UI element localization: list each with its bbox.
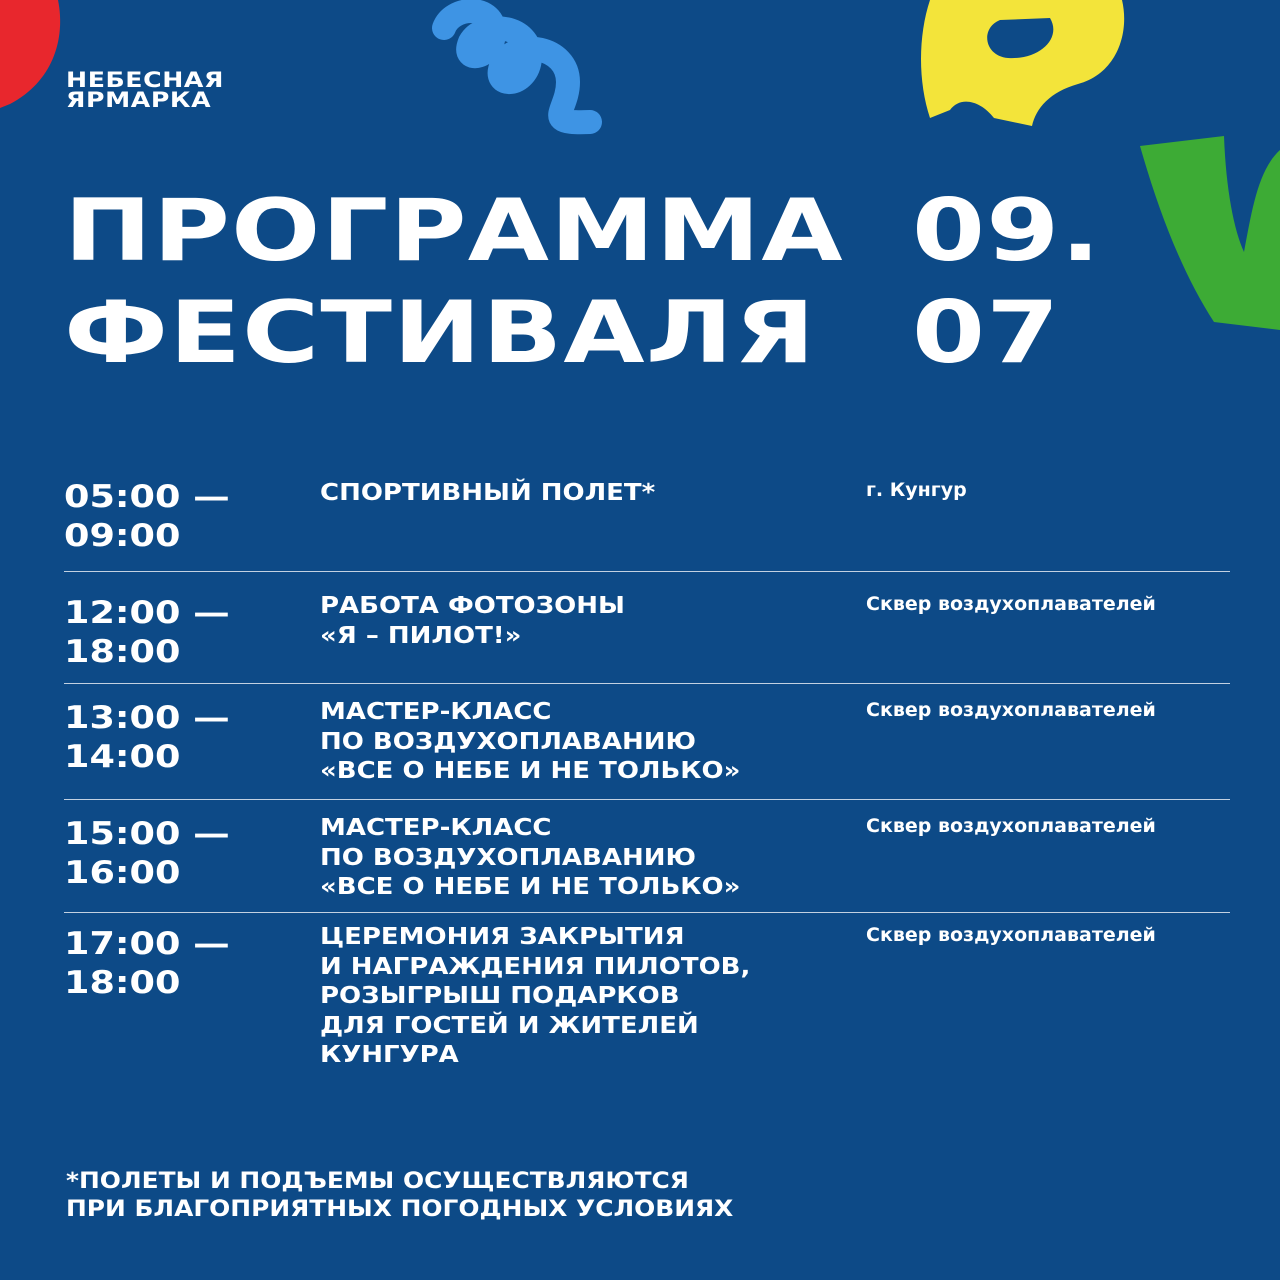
event-line: МАСТЕР-КЛАСС <box>320 699 552 725</box>
schedule-place: г. Кунгур <box>866 479 967 501</box>
green-shape-decoration <box>1140 136 1280 330</box>
schedule-place: Сквер воздухоплавателей <box>866 924 1156 946</box>
weather-footnote <box>66 1168 733 1224</box>
footnote-line-2: ПРИ БЛАГОПРИЯТНЫХ ПОГОДНЫХ УСЛОВИЯХ <box>66 1197 734 1222</box>
time-start: 13:00 — <box>64 700 230 736</box>
schedule-place: Сквер воздухоплавателей <box>866 815 1156 837</box>
schedule-event <box>320 814 740 903</box>
event-line: И НАГРАЖДЕНИЯ ПИЛОТОВ, <box>320 953 751 980</box>
schedule-event <box>320 698 740 787</box>
event-line: «ВСЕ О НЕБЕ И НЕ ТОЛЬКО» <box>320 874 741 900</box>
yellow-shape-decoration <box>921 0 1124 126</box>
time-start: 12:00 — <box>64 595 230 631</box>
time-end: 18:00 <box>64 634 181 670</box>
brand-line-2: ЯРМАРКА <box>66 88 212 112</box>
title-line-1: ПРОГРАММА <box>64 181 844 281</box>
red-squiggle-decoration <box>0 0 60 108</box>
schedule-row <box>64 474 1230 572</box>
festival-date <box>912 180 1102 384</box>
blue-squiggle-decoration <box>444 11 590 122</box>
schedule-row <box>64 684 1230 800</box>
event-line: ЦЕРЕМОНИЯ ЗАКРЫТИЯ <box>320 924 685 950</box>
time-end: 09:00 <box>64 518 181 554</box>
footnote-line-1: *ПОЛЕТЫ И ПОДЪЕМЫ ОСУЩЕСТВЛЯЮТСЯ <box>66 1169 689 1194</box>
event-line: ДЛЯ ГОСТЕЙ И ЖИТЕЛЕЙ <box>320 1012 699 1039</box>
schedule-row <box>64 800 1230 913</box>
event-line: СПОРТИВНЫЙ ПОЛЕТ* <box>320 480 656 506</box>
time-end: 16:00 <box>64 855 181 891</box>
schedule-time <box>64 594 230 672</box>
date-day: 09. <box>912 181 1102 281</box>
schedule-place: Сквер воздухоплавателей <box>866 699 1156 721</box>
time-start: 17:00 — <box>64 926 230 962</box>
schedule-row <box>64 913 1230 1083</box>
time-start: 05:00 — <box>64 479 230 515</box>
schedule-time <box>64 815 230 893</box>
date-month: 07 <box>912 283 1061 383</box>
schedule-event <box>320 592 625 651</box>
event-line: «Я – ПИЛОТ!» <box>320 622 522 649</box>
schedule-list <box>64 474 1230 1083</box>
schedule-event <box>320 923 750 1071</box>
event-line: ПО ВОЗДУХОПЛАВАНИЮ <box>320 728 696 755</box>
schedule-time <box>64 699 230 777</box>
event-line: РАБОТА ФОТОЗОНЫ <box>320 593 625 619</box>
time-start: 15:00 — <box>64 816 230 852</box>
time-end: 14:00 <box>64 739 181 775</box>
schedule-place: Сквер воздухоплавателей <box>866 593 1156 615</box>
brand-logo <box>66 70 224 110</box>
title-line-2: ФЕСТИВАЛЯ <box>64 283 817 383</box>
schedule-event <box>320 479 655 509</box>
schedule-row <box>64 572 1230 684</box>
time-end: 18:00 <box>64 965 181 1001</box>
event-line: «ВСЕ О НЕБЕ И НЕ ТОЛЬКО» <box>320 758 741 784</box>
event-line: РОЗЫГРЫШ ПОДАРКОВ <box>320 983 680 1009</box>
schedule-time <box>64 478 230 556</box>
schedule-time <box>64 925 230 1003</box>
event-line: КУНГУРА <box>320 1042 459 1068</box>
brand-line-1: НЕБЕСНАЯ <box>66 68 225 92</box>
event-line: ПО ВОЗДУХОПЛАВАНИЮ <box>320 844 696 871</box>
page-title <box>64 180 844 384</box>
event-line: МАСТЕР-КЛАСС <box>320 815 552 841</box>
